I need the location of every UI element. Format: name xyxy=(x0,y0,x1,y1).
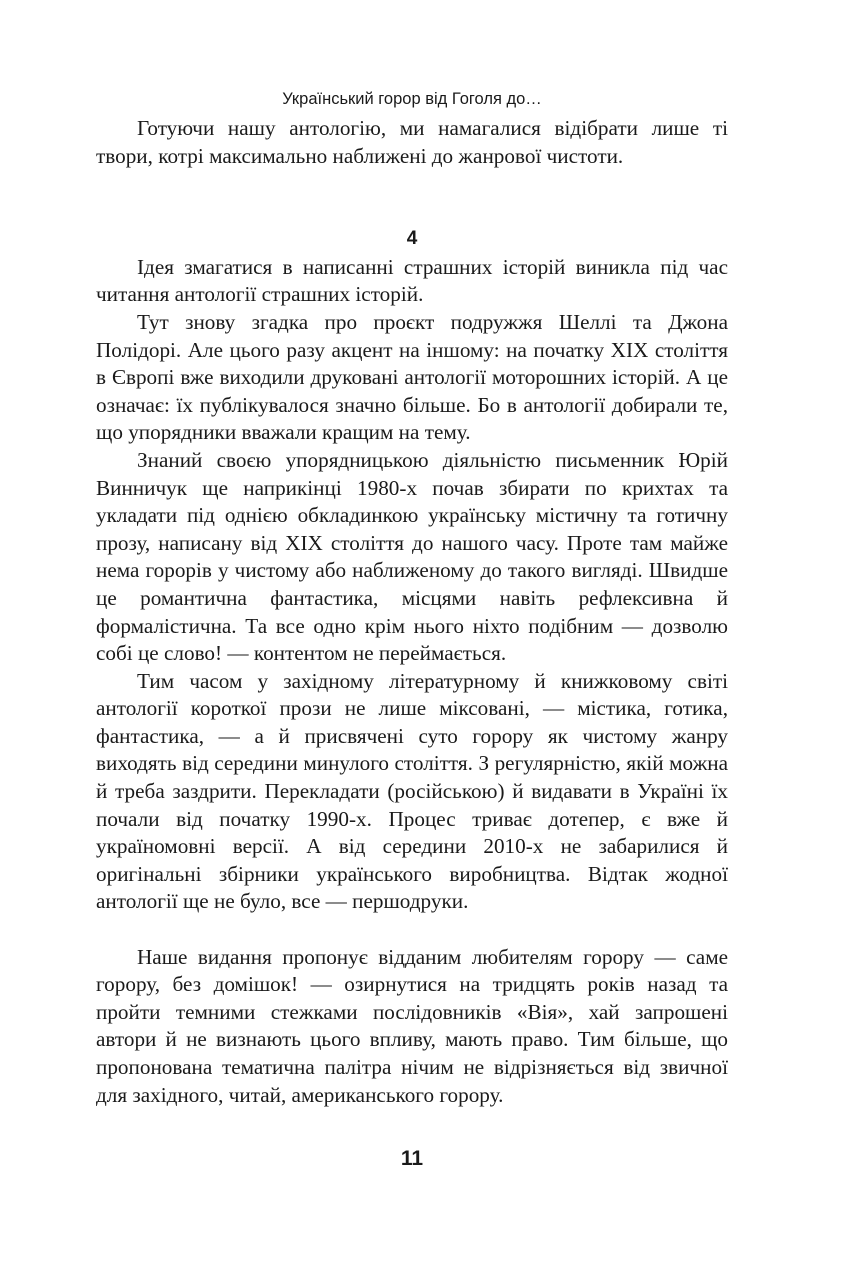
body-text xyxy=(96,115,728,1109)
paragraph: Тим часом у західному літературному й книжковому світі антології короткої прози не лише міксовані, — містика, готика, фантастика, — а й присвячені суто горору як чистому жанру виходять від середини минулого століття. З регулярністю, якій можна й треба заздрити. Перекладати (російською) й видавати в Україні їх почали від початку 1990-х. Процес триває дотепер, є вже й україномовні версії. А від середини 2010-х не забарилися й оригінальні збірники українського виробництва. Відтак жодної антології ще не було, все — першодруки. xyxy=(96,668,728,914)
running-header: Український горор від Гоголя до… xyxy=(282,90,542,108)
book-page xyxy=(96,0,728,1270)
paragraph: Знаний своєю упорядницькою діяльністю письменник Юрій Винничук ще наприкінці 1980-х почав збирати по крихтах та укладати під однією обкладинкою українську містичну та готичну прозу, написану від XIX століття до нашого часу. Проте там майже нема горорів у чистому або наближеному до такого вигляді. Швидше це романтична фантастика, місцями навіть рефлексивна й формалістична. Та все одно крім нього ніхто подібним — дозволю собі це слово! — контентом не переймається. xyxy=(96,447,728,666)
paragraph-break-spacer xyxy=(96,916,728,944)
section-number: 4 xyxy=(406,228,418,250)
paragraph: Готуючи нашу антологію, ми намагалися відібрати лише ті твори, котрі максимально наближені до жанрової чистоти. xyxy=(96,116,728,168)
paragraph: Ідея змагатися в написанні страшних історій виникла під час читання антології страшних історій. xyxy=(96,254,728,307)
section-spacer xyxy=(96,170,728,225)
page-number: 11 xyxy=(400,1147,424,1170)
paragraph: Наше видання пропонує відданим любителям горору — саме горору, без домішок! — озирнутися на тридцять років назад та пройти темними стежками послідовників «Вія», хай запрошені автори й не визнають цього впливу, мають право. Тим більше, що пропонована тематична палітра нічим не відрізняється від звичної для західного, читай, американського горору. xyxy=(96,944,728,1107)
paragraph: Тут знову згадка про проєкт подружжя Шеллі та Джона Полідорі. Але цього разу акцент на іншому: на початку XIX століття в Європі вже виходили друковані антології моторошних історій. А це означає: їх публікувалося значно більше. Бо в антології добирали те, що упорядники вважали кращим на тему. xyxy=(96,309,728,445)
